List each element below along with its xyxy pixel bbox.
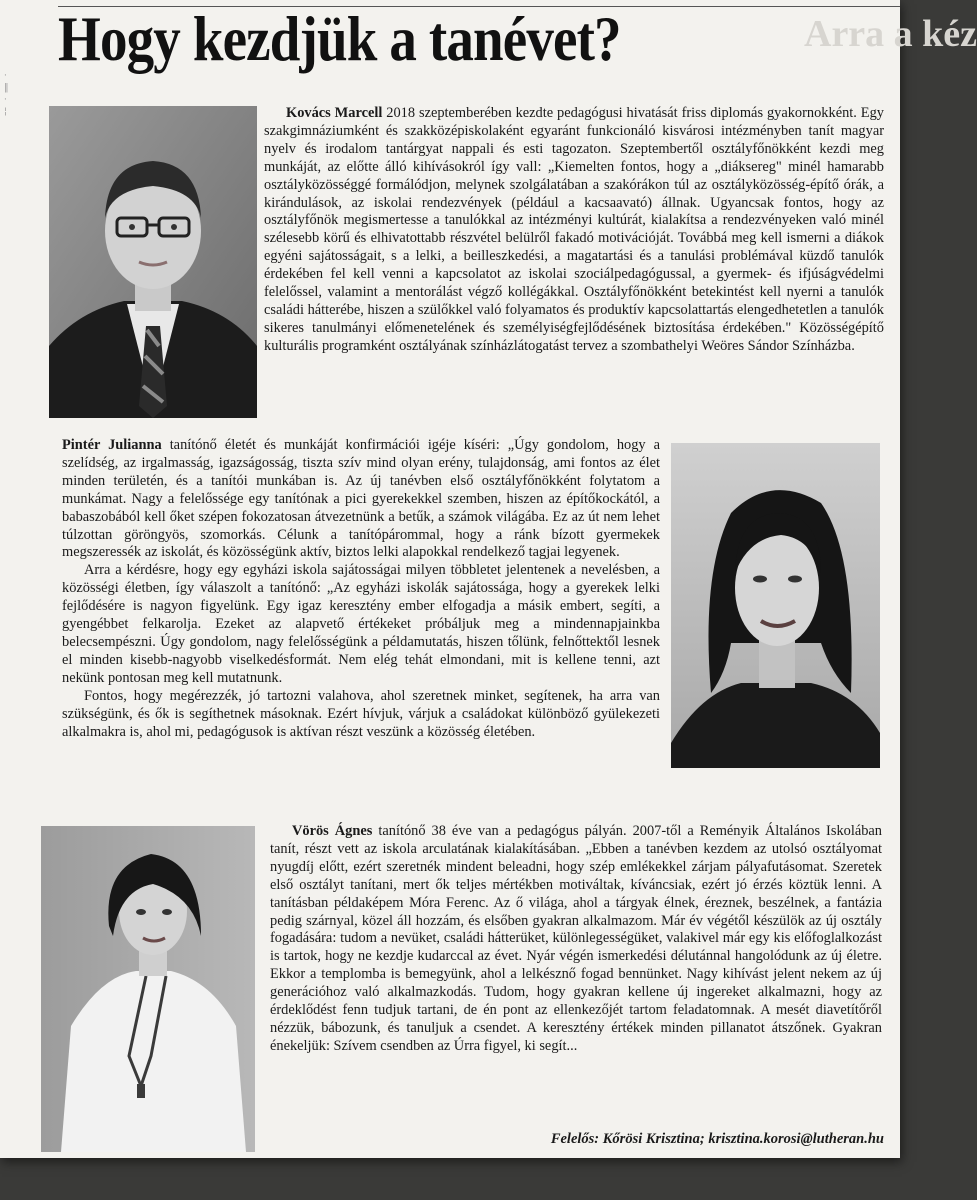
photo-pinter-julianna [671, 443, 880, 768]
article-kovacs [264, 105, 884, 356]
bleed-through-text: Arra a kéz [804, 13, 977, 55]
portrait-man-icon [49, 106, 257, 418]
name-voros: Vörös Ágnes [292, 823, 373, 839]
article-pinter-text-3: Fontos, hogy megérezzék, jó tartozni valahova, ahol szeretnek minket, segítenek, ha arra van szükségünk, és ők is segíthetnek másoknak. Ezért hívjuk, várjuk a családokat különböző gyülekezeti alkalmakra is, ahol mi, pedagógusok is aktívan részt veszünk a közösség életében. [62, 687, 660, 740]
page-title: Hogy kezdjük a tanévet? [58, 3, 621, 74]
photo-voros-agnes [41, 826, 255, 1152]
article-pinter-text-1: tanítónő életét és munkáját konfirmációi igéje kíséri: „Úgy gondolom, hogy a szelídség, az irgalmasság, igazságosság, tiszta szív mind olyan erény, tulajdonság, ami fontos az élet minden területén, és a tanítói munkában is. Az új tanévben első osztályfőnökként folytatom a munkámat. Nagy a felelőssége egy tanítónak a pici gyerekekkel szemben, hiszen az építőkockától, a babaszobából kell őket szépen fokozatosan átvezetnünk a betűk, a számok világába. Ez az út nem lehet túlzottan göröngyös, szomorkás. Célunk a tanítópárommal, hogy a ránk bízott gyermekek megszeressék az iskolát, és közösségünk aktív, biztos lelki alapokkal rendelkező tagjai legyenek. [62, 437, 660, 561]
footer-credit: Felelős: Kőrösi Krisztina; krisztina.korosi@lutheran.hu [550, 1131, 884, 1147]
article-pinter-text-2: Arra a kérdésre, hogy egy egyházi iskola sajátosságai milyen többletet jelentenek a nevelésben, a közösségi életben, így válaszolt a tanítónő: „Az egyházi iskolák sajátossága, hogy a gyerekek lelki fejlődésére is nagyon figyelünk. Egy igaz keresztény ember elfogadja a másik embert, segíti, a gyengébbet felkarolja. Ezeket az alapvető értékeket próbáljuk meg a mindennapjainkba belecsempészni. Úgy gondolom, nagy felelősségünk a példamutatás, hiszen tőlünk, felnőttektől lesnek el minden kisebb-nagyobb viselkedésformát. Nem elég tehát elmondani, mit is kellene tenni, azt nekünk pontosan meg kell mutatnunk. [62, 562, 660, 686]
portrait-woman-icon [671, 443, 880, 768]
portrait-woman-lanyard-icon [41, 826, 255, 1152]
article-kovacs-text: 2018 szeptemberében kezdte pedagógusi hivatását friss diplomás gyakornokként. Egy szakgimnáziumként és szakközépiskolaként egyaránt funkcionáló kisvárosi intézményben tanít magyar nyelv és irodalom tantárgyat nappali és esti tagozaton. Szeptembertől osztályfőnökként kezdi meg munkáját, az előtte álló kihívásokról így vall: „Kiemelten fontos, hogy a „diáksereg" minél hamarabb osztályközösséggé formálódjon, melynek szolgálatában a szakórákon túl az osztályközösség-építő órák, a kirándulások, az iskolai rendezvények (például a kacsaavató) állnak. Ugyancsak fontos, hogy az osztályfőnök megismertesse a tanulókkal az intézményi kultúrát, kialakítsa a rendezvényeken való minél szélesebb körű és elhivatottabb részvétel belülről fakadó motivációját. Továbbá meg kell ismerni a diákok egyéni sajátosságait, s a lelki, a beilleszkedési, a magatartási és a tanulási problémával küzdő tanulók érdekében fel kell venni a kapcsolatot az iskolai szociálpedagógussal, a gyermek- és ifjúságvédelmi felelőssel, valamint a mentorálást végző kollégákkal. Osztályfőnökként betekintést kell nyerni a tanulók családi hátterébe, hiszen a szülőkkel való folyamatos és produktív kapcsolattartás elengedhetetlen a tanulók sikeres tanulmányi előmenetelének és személyiségfejlődésének biztosítása érdekében." Közösségépítő kulturális programként osztályának színházlátogatást tervez a szombathelyi Weöres Sándor Színházba. [264, 105, 884, 354]
binding-marks: · ‖ · ¦ [4, 71, 9, 117]
article-pinter [62, 437, 660, 741]
article-voros [270, 823, 882, 1056]
name-pinter: Pintér Julianna [62, 437, 162, 453]
photo-kovacs-marcell [49, 106, 257, 418]
name-kovacs: Kovács Marcell [286, 105, 383, 121]
article-voros-text: tanítónő 38 éve van a pedagógus pályán. 2007-től a Reményik Általános Iskolában tanít, részt vett az iskola arculatának kialakításában. „Ebben a tanévben kezdem az utolsó osztályomat nyugdíj előtt, ezért szeretnék mindent beleadni, hogy szép emlékekkel zárjam pályafutásomat. Szeretek első osztályt tanítani, mert ők teljes mértékben motiváltak, kíváncsiak, ezért jó érzés köztük lenni. A tanításban példaképem Móra Ferenc. Az ő világa, ahol a tárgyak élnek, éreznek, beszélnek, a fantázia pedig szárnyal, közel áll hozzám, és elsőben gyakran alkalmazom. Már év végétől készülök az új osztály fogadására: tudom a nevüket, családi hátterüket, különlegességüket, valakivel már egy kis előfoglalkozást is tartok, hogy ne kezdje kudarccal az évet. Nyár végén ismerkedési délutánnal hangolódunk az új életre. Ekkor a templomba is bemegyünk, ahol a lelkésznő fogad bennünket. Nagy kihívást jelent nekem az új generációhoz való alkalmazkodás. Tudom, hogy gyakran kellene új ingereket alkalmazni, hogy az érdeklődést fenn tudjuk tartani, de én pont az ellenkezőjét tartom feladatomnak. A mesét diavetítőről nézzük, bábozunk, és tanuljuk a csendet. A keresztény értékek minden pillanatot átszőnek. Gyakran énekeljük: Szívem csendben az Úrra figyel, ki segít... [270, 823, 882, 1054]
